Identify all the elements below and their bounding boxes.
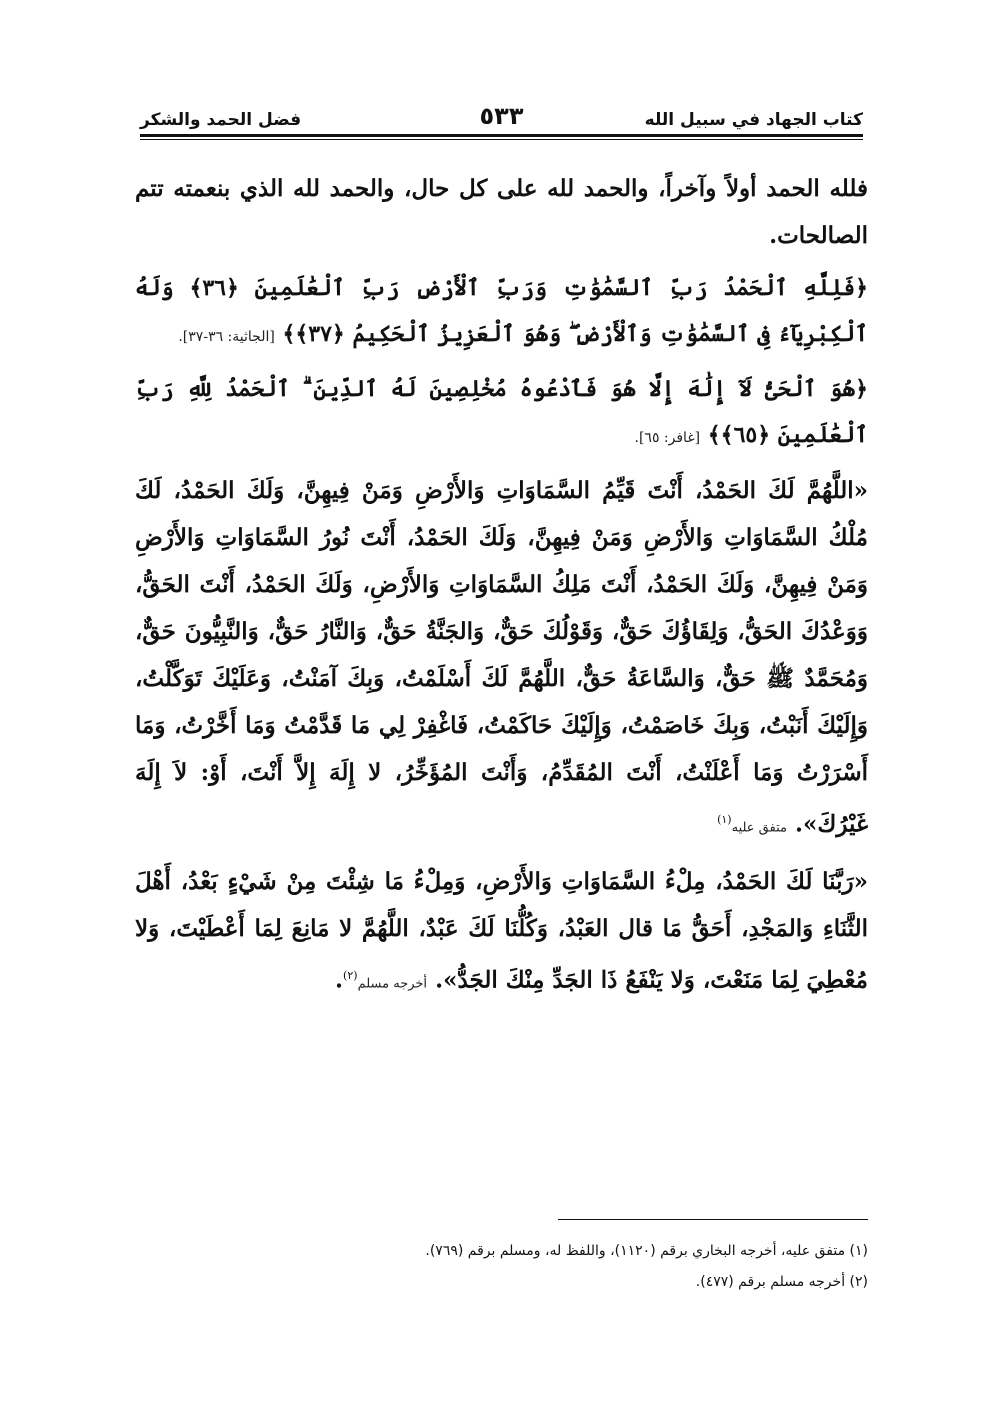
verse-reference: [غافر: ٦٥]. [634, 430, 701, 446]
hadith-source: أخرجه مسلم [357, 976, 428, 992]
book-title: كتاب الجهاد في سبيل الله [644, 110, 863, 130]
hadith-source: متفق عليه [731, 820, 787, 836]
page-number: ٥٣٣ [479, 102, 524, 130]
footnote-separator [558, 1219, 868, 1220]
quran-verse-ghafir [135, 366, 868, 461]
header-rule-thin [140, 139, 863, 140]
intro-paragraph [135, 165, 868, 259]
page-body [135, 165, 868, 1013]
footnote-marker[interactable]: (٢) [343, 968, 358, 982]
quran-verse-jathiya [135, 265, 868, 360]
verse-text: ﴿هُوَ ٱلْحَىُّ لَآ إِلَٰهَ إِلَّا هُوَ فَٱدْعُوهُ مُخْلِصِينَ لَهُ ٱلدِّينَ ۗ ٱلْحَمْدُ لِلَّهِ رَبِّ ٱلْعَٰلَمِينَ ﴿٦٥﴾﴾ [135, 376, 868, 448]
footnote-marker[interactable]: (١) [717, 813, 732, 826]
verse-reference: [الجاثية: ٣٦-٣٧]. [178, 329, 275, 345]
verse-text: ﴿فَلِلَّهِ ٱلْحَمْدُ رَبِّ ٱلسَّمَٰوَٰتِ وَرَبِّ ٱلْأَرْضِ رَبِّ ٱلْعَٰلَمِينَ ﴿٣٦﴾ وَلَهُ ٱلْكِبْرِيَآءُ فِى ٱلسَّمَٰوَٰتِ وَٱلْأَرْضِ ۖ وَهُوَ ٱلْعَزِيزُ ٱلْحَكِيمُ ﴿٣٧﴾﴾ [135, 275, 868, 347]
hadith-paragraph-1 [135, 467, 868, 852]
sentence-end: . [335, 966, 344, 994]
footnote-item: (١) متفق عليه، أخرجه البخاري برقم (١١٢٠)، واللفظ له، ومسلم برقم (٧٦٩). [425, 1243, 868, 1259]
page-header [140, 96, 863, 130]
hadith-text: «رَبَّنَا لَكَ الحَمْدُ، مِلْءُ السَّمَاوَاتِ وَالأَرْضِ، وَمِلْءُ مَا شِئْتَ مِنْ شَيْءٍ بَعْدُ، أَهْلَ الثَّنَاءِ وَالمَجْدِ، أَحَقُّ مَا قال العَبْدُ، وَكُلُّنَا لَكَ عَبْدٌ، اللَّهُمَّ لا مَانِعَ لِمَا أَعْطَيْتَ، وَلا مُعْطِيَ لِمَا مَنَعْتَ، وَلا يَنْفَعُ ذَا الجَدِّ مِنْكَ الجَدُّ». [135, 867, 868, 994]
header-rule [140, 134, 863, 137]
footnote-item: (٢) أخرجه مسلم برقم (٤٧٧). [695, 1274, 868, 1290]
footnotes [128, 1236, 868, 1298]
hadith-text: «اللَّهُمَّ لَكَ الحَمْدُ، أَنْتَ قَيِّمُ السَّمَاوَاتِ وَالأَرْضِ وَمَنْ فِيهِنَّ، وَلَكَ الحَمْدُ، لَكَ مُلْكُ السَّمَاوَاتِ وَالأَرْضِ وَمَنْ فِيهِنَّ، وَلَكَ الحَمْدُ، أَنْتَ نُورُ السَّمَاوَاتِ وَالأَرْضِ وَمَنْ فِيهِنَّ، وَلَكَ الحَمْدُ، أَنْتَ مَلِكُ السَّمَاوَاتِ وَالأَرْضِ، وَلَكَ الحَمْدُ، أَنْتَ الحَقُّ، وَوَعْدُكَ الحَقُّ، وَلِقَاؤُكَ حَقٌّ، وَقَوْلُكَ حَقٌّ، وَالجَنَّةُ حَقٌّ، وَالنَّارُ حَقٌّ، وَالنَّبِيُّونَ حَقٌّ، وَمُحَمَّدٌ ﷺ حَقٌّ، وَالسَّاعَةُ حَقٌّ، اللَّهُمَّ لَكَ أَسْلَمْتُ، وَبِكَ آمَنْتُ، وَعَلَيْكَ تَوَكَّلْتُ، وَإِلَيْكَ أَنَبْتُ، وَبِكَ خَاصَمْتُ، وَإِلَيْكَ حَاكَمْتُ، فَاغْفِرْ لِي مَا قَدَّمْتُ وَمَا أَخَّرْتُ، وَمَا أَسْرَرْتُ وَمَا أَعْلَنْتُ، أَنْتَ المُقَدِّمُ، وَأَنْتَ المُؤَخِّرُ، لا إِلَهَ إِلاَّ أَنْتَ، أَوْ: لاَ إِلَهَ غَيْرُكَ». [135, 477, 868, 838]
intro-text: فلله الحمد أولاً وآخراً، والحمد لله على كل حال، والحمد لله الذي بنعمته تتم الصالحات. [135, 175, 868, 249]
chapter-title: فضل الحمد والشكر [140, 110, 302, 130]
hadith-paragraph-2 [135, 858, 868, 1008]
